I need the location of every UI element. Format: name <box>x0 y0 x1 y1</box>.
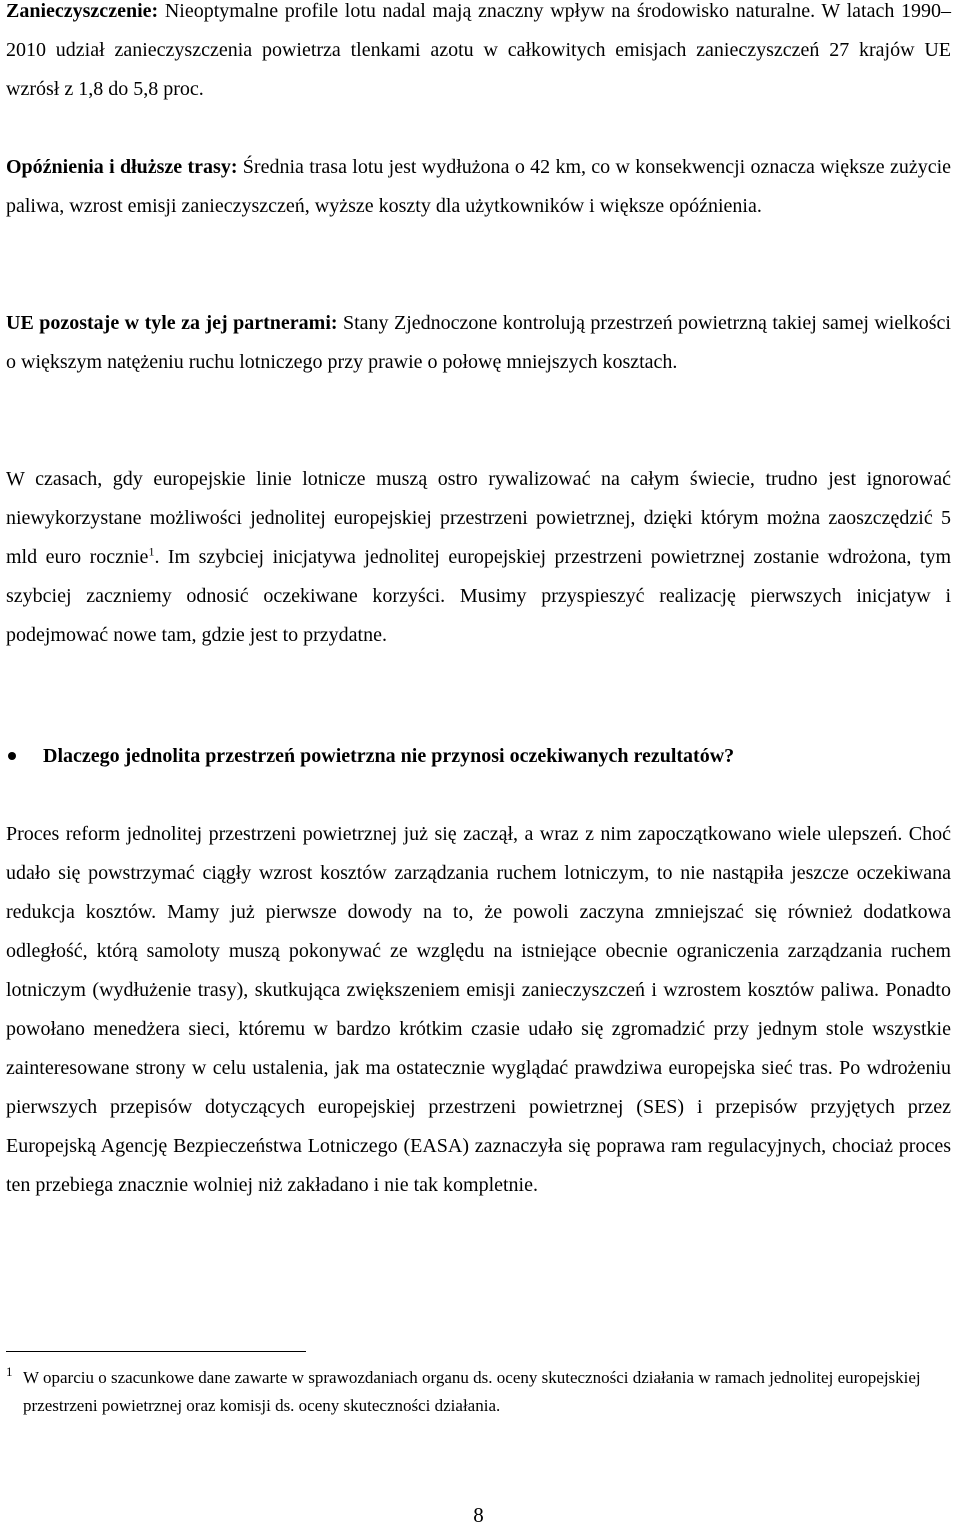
footnote-reference[interactable]: 1 <box>148 544 155 559</box>
paragraph-body: Nieoptymalne profile lotu nadal mają znaczny wpływ na środowisko naturalne. W latach 1990–2010 udział zanieczyszczenia powietrza tlenkami azotu w całkowitych emisjach zanieczyszczeń 27 krajów UE wzrósł z 1,8 do 5,8 proc. <box>6 0 951 100</box>
paragraph-delays <box>6 148 951 226</box>
footnote-separator <box>6 1351 306 1352</box>
paragraph-eu-behind <box>6 304 951 382</box>
paragraph-body: Średnia trasa lotu jest wydłużona o 42 km, co w konsekwencji oznacza większe zużycie paliwa, wzrost emisji zanieczyszczeń, wyższe koszty dla użytkowników i większe opóźnienia. <box>6 156 952 217</box>
bullet-icon <box>8 752 16 760</box>
paragraph-lead: UE pozostaje w tyle za jej partnerami: <box>6 312 338 334</box>
paragraph-pollution <box>6 0 951 109</box>
paragraph-body: Stany Zjednoczone kontrolują przestrzeń powietrzną takiej samej wielkości o większym natężeniu ruchu lotniczego przy prawie o połowę mniejszych kosztach. <box>6 312 951 373</box>
footnote-number: 1 <box>6 1364 13 1379</box>
bullet-heading-text: Dlaczego jednolita przestrzeń powietrzna nie przynosi oczekiwanych rezultatów? <box>43 745 735 767</box>
paragraph-body: W czasach, gdy europejskie linie lotnicze muszą ostro rywalizować na całym świecie, trudno jest ignorować niewykorzystane możliwości jednolitej europejskiej przestrzeni powietrznej, dzięki którym można zaoszczędzić 5 mld euro rocznie <box>6 468 951 568</box>
paragraph-lead: Zanieczyszczenie: <box>6 0 159 22</box>
page-number: 8 <box>473 1503 484 1527</box>
paragraph-body-continued: . Im szybciej inicjatywa jednolitej europejskiej przestrzeni powietrznej zostanie wdrożona, tym szybciej zaczniemy odnosić oczekiwane korzyści. Musimy przyspieszyć realizację pierwszych inicjatyw i podejmować nowe tam, gdzie jest to przydatne. <box>6 546 952 646</box>
footnote <box>6 1364 956 1420</box>
footnote-text: W oparciu o szacunkowe dane zawarte w sprawozdaniach organu ds. oceny skuteczności działania w ramach jednolitej europejskiej przestrzeni powietrznej oraz komisji ds. oceny skuteczności działania. <box>23 1368 921 1415</box>
paragraph-reform-process: Proces reform jednolitej przestrzeni powietrznej już się zaczął, a wraz z nim zapoczątkowano wiele ulepszeń. Choć udało się powstrzymać ciągły wzrost kosztów zarządzania ruchem lotniczym, to nie nastąpiła jeszcze oczekiwana redukcja kosztów. Mamy już pierwsze dowody na to, że powoli zaczyna zmniejszać się również dodatkowa odległość, którą samoloty muszą pokonywać ze względu na istniejące obecnie ograniczenia zarządzania ruchem lotniczym (wydłużenie trasy), skutkująca zwiększeniem emisji zanieczyszczeń i wzrostem kosztów paliwa. Ponadto powołano menedżera sieci, któremu w bardzo krótkim czasie udało się zgromadzić przy jednym stole wszystkie zainteresowane strony w celu ustalenia, jak ma ostatecznie wyglądać prawdziwa europejska sieć tras. Po wdrożeniu pierwszych przepisów dotyczących europejskiej przestrzeni powietrznej (SES) i przepisów przyjętych przez Europejską Agencję Bezpieczeństwa Lotniczego (EASA) zaznaczyła się poprawa ram regulacyjnych, chociaż proces ten przebiega znacznie wolniej niż zakładano i nie tak kompletnie. <box>6 823 951 1196</box>
paragraph-lead: Opóźnienia i dłuższe trasy: <box>6 156 238 178</box>
paragraph-savings <box>6 460 951 655</box>
